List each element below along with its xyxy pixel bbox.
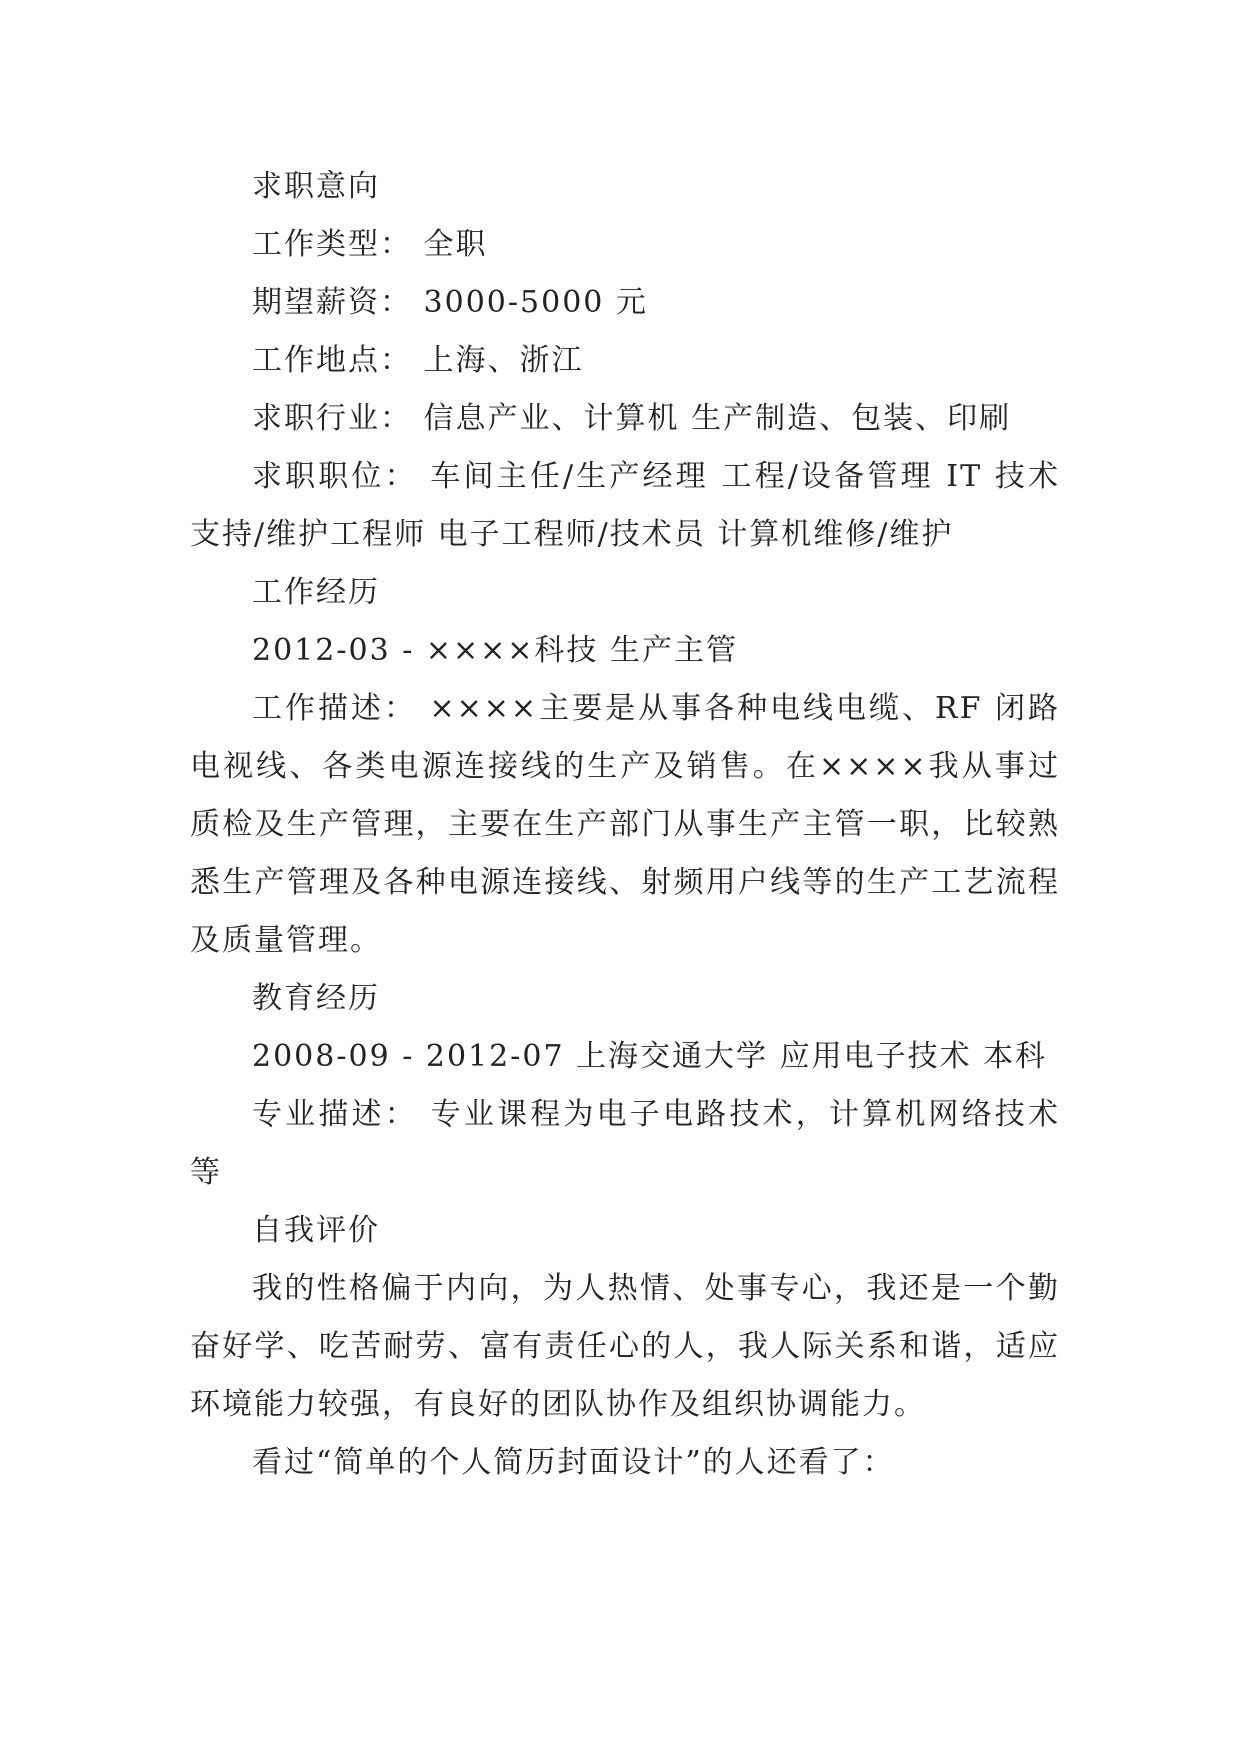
related-reading-line: 看过“简单的个人简历封面设计”的人还看了： <box>252 1445 895 1480</box>
section-heading-education: 教育经历 <box>252 981 380 1016</box>
major-description: 专业描述： 专业课程为电子电路技术，计算机网络技术等 <box>190 1097 1060 1190</box>
education-entry: 2008-09 - 2012-07 上海交通大学 应用电子技术 本科 <box>252 1039 1048 1074</box>
industry-line: 求职行业： 信息产业、计算机 生产制造、包装、印刷 <box>252 401 1012 436</box>
self-evaluation-text: 我的性格偏于内向，为人热情、处事专心，我还是一个勤奋好学、吃苦耐劳、富有责任心的人，我人际关系和谐，适应环境能力较强，有良好的团队协作及组织协调能力。 <box>190 1271 1060 1422</box>
work-location-line: 工作地点： 上海、浙江 <box>252 343 584 378</box>
position-line: 求职职位： 车间主任/生产经理 工程/设备管理 IT 技术支持/维护工程师 电子工程师/技术员 计算机维修/维护 <box>190 459 1060 552</box>
work-description: 工作描述： ××××主要是从事各种电线电缆、RF 闭路电视线、各类电源连接线的生产及销售。在××××我从事过质检及生产管理，主要在生产部门从事生产主管一职，比较熟悉生产管理及各种电源连接线、射频用户线等的生产工艺流程及质量管理。 <box>190 691 1060 958</box>
section-heading-job-intention: 求职意向 <box>252 169 380 204</box>
expected-salary-line: 期望薪资： 3000-5000 元 <box>252 285 648 320</box>
work-experience-entry: 2012-03 - ××××科技 生产主管 <box>252 633 738 668</box>
document-body <box>190 158 1060 1492</box>
section-heading-self-evaluation: 自我评价 <box>252 1213 380 1248</box>
job-type-line: 工作类型： 全职 <box>252 227 488 262</box>
section-heading-work-experience: 工作经历 <box>252 575 380 610</box>
